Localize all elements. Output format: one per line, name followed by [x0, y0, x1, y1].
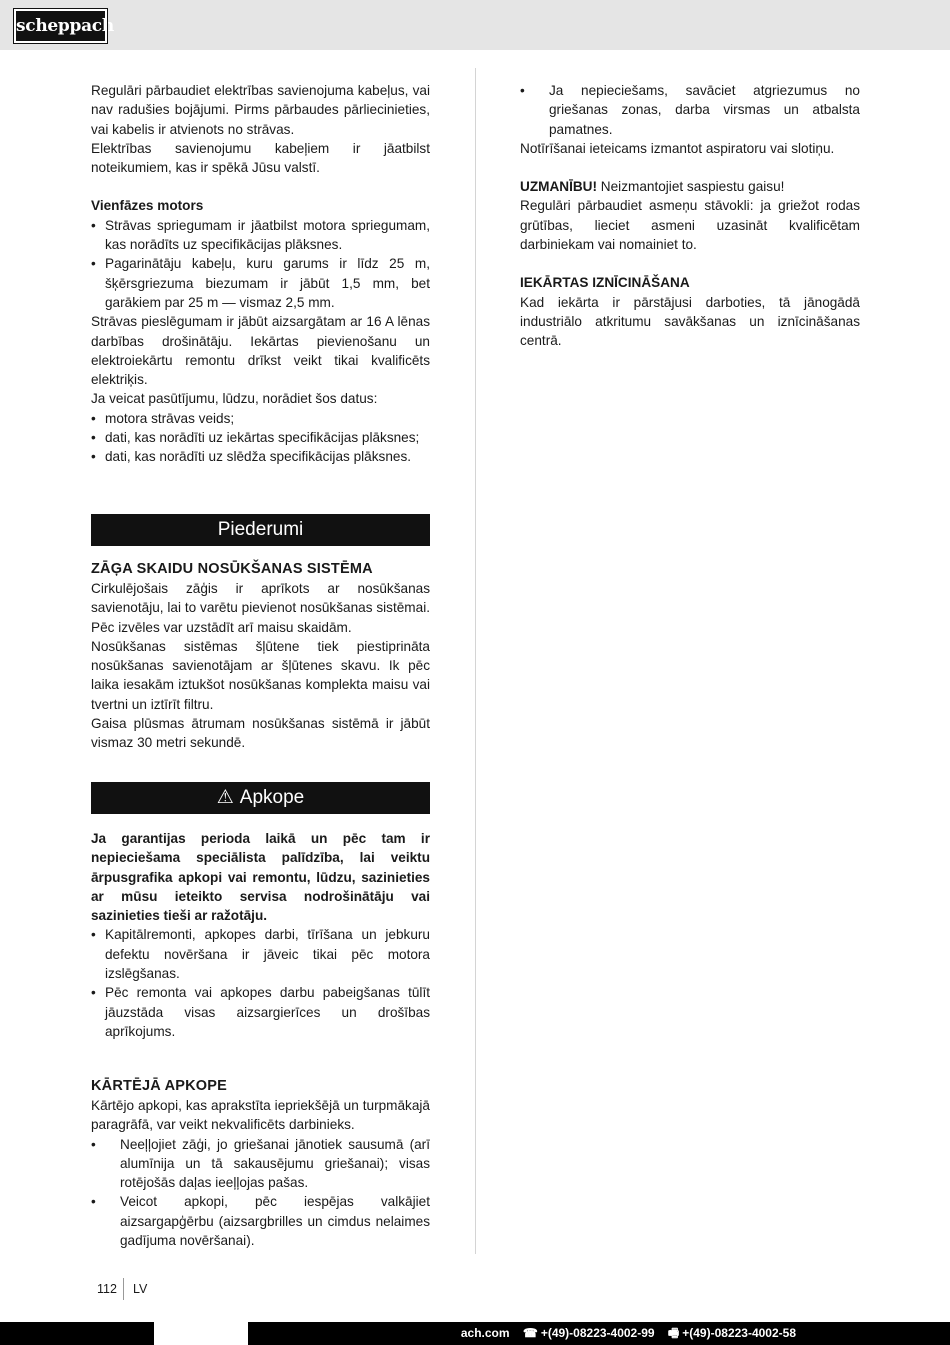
cutoffs-bullet: • Ja nepieciešams, savāciet atgriezumus no griešanas zonas, darba virsmas un atbalsta pamatnes.: [520, 81, 860, 139]
column-divider: [475, 68, 476, 1254]
maintenance-bullet: • Kapitālremonti, apkopes darbi, tīrīšana un jebkuru defektu novēršana ir jāveic tikai pēc motora izslēgšanas.: [91, 925, 430, 983]
caution-text: Neizmantojiet saspiestu gaisu!: [597, 179, 785, 195]
left-column-top: [91, 81, 430, 467]
maintenance-heading-label: Apkope: [239, 787, 305, 808]
single-phase-title: Vienfāzes motors: [91, 198, 204, 214]
order-bullet: • dati, kas norādīti uz slēdža specifikācijas plāksnes.: [91, 447, 430, 466]
blade-paragraph: Regulāri pārbaudiet asmeņu stāvokli: ja griežot rodas grūtības, lieciet asmeni uzasināt kvalificētam darbiniekam vai nomainiet to.: [520, 198, 860, 253]
routine-section: [91, 1077, 430, 1250]
phone-number: +(49)-08223-4002-99: [540, 1326, 655, 1340]
website-text: ach.com: [460, 1326, 510, 1340]
bottom-bar: [0, 1322, 950, 1345]
fax-icon: 🖷: [667, 1326, 680, 1340]
order-intro: Ja veicat pasūtījumu, lūdzu, norādiet šos datus:: [91, 391, 378, 407]
phone-icon: ☎: [522, 1326, 538, 1340]
extraction-subheading: ZĀĢA SKAIDU NOSŪKŠANAS SISTĒMA: [91, 561, 373, 577]
disposal-paragraph: Kad iekārta ir pārstājusi darboties, tā jānogādā industriālo atkritumu savākšanas un iznīcināšanas centrā.: [520, 294, 860, 349]
disposal-title: IEKĀRTAS IZNĪCINĀŠANA: [520, 275, 690, 291]
extraction-paragraph-1: Cirkulējošais zāģis ir aprīkots ar nosūkšanas savienotāju, lai to varētu pievienot nosūkšanas sistēmai. Pēc izvēles var uzstādīt arī maisu skaidām.: [91, 581, 430, 635]
fax-number: +(49)-08223-4002-58: [682, 1326, 796, 1340]
order-bullet: • motora strāvas veids;: [91, 409, 430, 428]
extraction-paragraph-3: Gaisa plūsmas ātrumam nosūkšanas sistēmā ir jābūt vismaz 30 metri sekundē.: [91, 716, 430, 751]
routine-bullet: • Veicot apkopi, pēc iespējas valkājiet aizsargapģērbu (aizsargbrilles un cimdus nelaimes gadījuma novēršanai).: [91, 1192, 430, 1250]
routine-subheading: KĀRTĒJĀ APKOPE: [91, 1078, 228, 1094]
order-bullet: • dati, kas norādīti uz iekārtas specifikācijas plāksnes;: [91, 428, 430, 447]
intro-paragraph-2: Elektrības savienojumu kabeļiem ir jāatbilst noteikumiem, kas ir spēkā Jūsu valstī.: [91, 140, 430, 176]
maintenance-bullet: • Pēc remonta vai apkopes darbu pabeigšanas tūlīt jāuzstāda visas aizsargierīces un drošības aprīkojums.: [91, 983, 430, 1041]
language-code: LV: [133, 1282, 148, 1296]
caution-label: UZMANĪBU!: [520, 179, 598, 195]
routine-paragraph: Kārtējo apkopi, kas aprakstīta iepriekšējā un turpmākajā paragrāfā, var veikt nekvalificēts darbinieks.: [91, 1098, 430, 1133]
connection-paragraph: Strāvas pieslēgumam ir jābūt aizsargātam ar 16 A lēnas darbības drošinātāju. Iekārtas pievienošanu un elektroiekārtu remontu drīkst veikt tikai kvalificēts elektriķis.: [91, 314, 430, 388]
contact-info: [451, 1322, 796, 1345]
intro-paragraph-1: Regulāri pārbaudiet elektrības savienojuma kabeļus, vai nav radušies bojājumi. Pirms pārbaudes pārliecinieties, vai kabelis ir atvienots no strāvas.: [91, 83, 430, 137]
single-phase-bullet: • Strāvas spriegumam ir jāatbilst motora spriegumam, kas norādīts uz specifikācijas plāksnes.: [91, 216, 430, 255]
accessories-heading: Piederumi: [91, 514, 430, 546]
cleaning-paragraph: Notīrīšanai ieteicams izmantot aspiratoru vai slotiņu.: [520, 140, 835, 156]
caution-line: [520, 177, 860, 196]
maintenance-heading: [91, 782, 430, 814]
footer-separator: [123, 1278, 124, 1300]
page-number: 112: [97, 1282, 117, 1296]
brand-logo: scheppach: [14, 9, 107, 43]
maintenance-intro: Ja garantijas perioda laikā un pēc tam ir nepieciešama speciālista palīdzība, lai veiktu ārpusgrafika apkopi vai remontu, lūdzu, sazinieties ar mūsu ieteikto servisa nodrošinātāju vai sazinieties tieši ar ražotāju.: [91, 831, 430, 924]
extraction-paragraph-2: Nosūkšanas sistēmas šļūtene tiek piestiprināta nosūkšanas savienotājam ar šļūtenes skavu. Ik pēc laika iesakām iztukšot nosūkšanas komplekta maisu vai tvertni un iztīrīt filtru.: [91, 638, 430, 712]
routine-bullet: • Neeļļojiet zāģi, jo griešanai jānotiek sausumā (arī alumīnija un tā sakausējumu griešanai); visas rotējošās daļas ieeļļojas pašas.: [91, 1135, 430, 1193]
warning-icon: ⚠: [216, 787, 234, 808]
accessories-section: [91, 560, 430, 753]
maintenance-section: [91, 829, 430, 1041]
right-column: [520, 81, 860, 351]
top-bar: [0, 0, 950, 50]
single-phase-bullet: • Pagarinātāju kabeļu, kuru garums ir līdz 25 m, šķērsgriezuma biezumam ir jābūt 1,5 mm, bet garākiem par 25 m — vismaz 2,5 mm.: [91, 254, 430, 312]
